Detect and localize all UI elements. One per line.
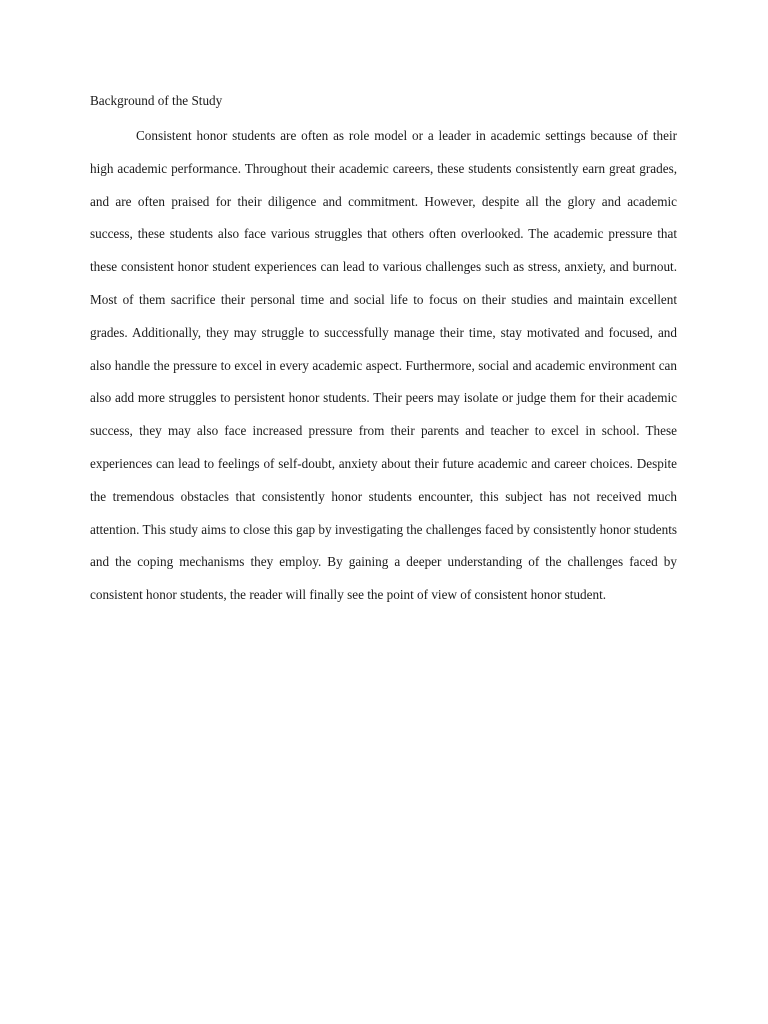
section-heading: Background of the Study <box>90 93 223 108</box>
document-body <box>90 88 677 612</box>
body-paragraph: Consistent honor students are often as role model or a leader in academic settings because of their high academic performance. Throughout their academic careers, these students consistently earn great grades, and are often praised for their diligence and commitment. However, despite all the glory and academic success, these students also face various struggles that others often overlooked. The academic pressure that these consistent honor student experiences can lead to various challenges such as stress, anxiety, and burnout. Most of them sacrifice their personal time and social life to focus on their studies and maintain excellent grades. Additionally, they may struggle to successfully manage their time, stay motivated and focused, and also handle the pressure to excel in every academic aspect. Furthermore, social and academic environment can also add more struggles to persistent honor students. Their peers may isolate or judge them for their academic success, they may also face increased pressure from their parents and teacher to excel in school. These experiences can lead to feelings of self-doubt, anxiety about their future academic and career choices. Despite the tremendous obstacles that consistently honor students encounter, this subject has not received much attention. This study aims to close this gap by investigating the challenges faced by consistently honor students and the coping mechanisms they employ. By gaining a deeper understanding of the challenges faced by consistent honor students, the reader will finally see the point of view of consistent honor student. <box>90 128 677 603</box>
